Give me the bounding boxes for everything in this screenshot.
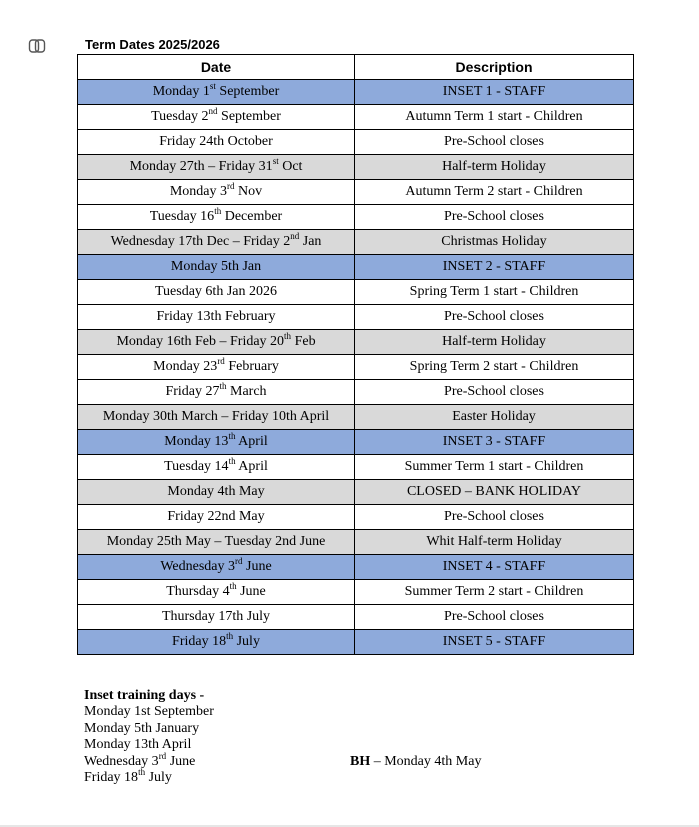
description-cell: Pre-School closes [355,605,634,630]
ordinal-suffix: rd [217,356,225,366]
text-part: Friday 24th October [159,134,273,149]
description-cell: Whit Half-term Holiday [355,530,634,555]
text-part: Monday 25th May – Tuesday 2nd June [106,534,326,549]
text-part: September [217,109,281,124]
date-cell [78,455,355,480]
date-cell [78,205,355,230]
date-cell [78,80,355,105]
table-row [78,580,634,605]
description-cell: Summer Term 2 start - Children [355,580,634,605]
description-cell: INSET 2 - STAFF [355,255,634,280]
table-row [78,230,634,255]
date-cell [78,480,355,505]
inset-training-list [84,704,214,786]
description-cell: Christmas Holiday [355,230,634,255]
ordinal-suffix: nd [290,231,300,241]
table-row [78,155,634,180]
text-part: March [226,384,267,399]
date-cell [78,380,355,405]
text-part: Friday 18 [84,770,139,786]
ordinal-suffix: th [219,381,227,391]
text-part: Monday 27th – Friday 31 [129,159,273,174]
ordinal-suffix: th [284,331,292,341]
date-cell [78,430,355,455]
text-part: Monday 1 [152,84,210,99]
date-cell [78,230,355,255]
document-title: Term Dates 2025/2026 [85,37,220,52]
text-part: Monday 30th March – Friday 10th April [102,409,330,424]
date-cell [78,580,355,605]
table-row [78,355,634,380]
date-cell [78,355,355,380]
text-part: Wednesday 3 [84,753,159,769]
text-part: Feb [291,334,316,349]
date-cell [78,555,355,580]
table-row [78,255,634,280]
table-body [78,80,634,655]
ordinal-suffix: th [228,431,236,441]
text-part: Wednesday 3 [160,559,235,574]
text-part: July [233,634,260,649]
table-row [78,405,634,430]
text-part: April [235,459,268,474]
text-part: Friday 13th February [156,309,276,324]
description-cell: Pre-School closes [355,380,634,405]
date-cell [78,130,355,155]
description-cell: Half-term Holiday [355,330,634,355]
bank-holiday-text: – Monday 4th May [370,754,482,769]
date-cell [78,280,355,305]
ordinal-suffix: th [214,206,222,216]
date-cell [78,105,355,130]
text-part: Monday 1st September [84,704,214,720]
text-part: Friday 22nd May [167,509,265,524]
description-cell: Pre-School closes [355,505,634,530]
text-part: Monday 3 [169,184,228,199]
description-cell: Pre-School closes [355,305,634,330]
text-part: December [221,209,283,224]
inset-training-day [84,721,214,737]
table-row [78,305,634,330]
ordinal-suffix: th [228,456,236,466]
table-row [78,455,634,480]
table-row [78,205,634,230]
description-cell: Spring Term 2 start - Children [355,355,634,380]
description-column-header: Description [355,55,634,80]
bank-holiday-note [350,754,481,770]
text-part: Monday 4th May [167,484,265,499]
text-part: Thursday 17th July [161,609,271,624]
text-part: June [166,753,196,769]
description-cell: Pre-School closes [355,205,634,230]
table-row [78,605,634,630]
ordinal-suffix: rd [227,181,235,191]
date-cell [78,630,355,655]
date-cell [78,330,355,355]
text-part: Monday 5th January [84,720,200,736]
date-cell [78,255,355,280]
description-cell: INSET 5 - STAFF [355,630,634,655]
term-dates-table [77,54,634,655]
text-part: Wednesday 17th Dec – Friday 2 [110,234,291,249]
text-part: Monday 23 [153,359,218,374]
text-part: Tuesday 14 [164,459,229,474]
table-row [78,555,634,580]
table-row [78,130,634,155]
description-cell: CLOSED – BANK HOLIDAY [355,480,634,505]
description-cell: Half-term Holiday [355,155,634,180]
table-row [78,380,634,405]
ordinal-suffix: rd [235,556,243,566]
copilot-icon[interactable] [28,38,46,54]
text-part: June [242,559,272,574]
description-cell: INSET 1 - STAFF [355,80,634,105]
text-part: April [235,434,268,449]
date-cell [78,505,355,530]
table-row [78,480,634,505]
description-cell: Pre-School closes [355,130,634,155]
table-row [78,530,634,555]
date-column-header: Date [78,55,355,80]
inset-training-section [84,688,214,786]
description-cell: INSET 3 - STAFF [355,430,634,455]
inset-training-day [84,704,214,720]
text-part: Friday 27 [165,384,220,399]
date-cell [78,530,355,555]
table-row [78,180,634,205]
description-cell: Autumn Term 2 start - Children [355,180,634,205]
text-part: Tuesday 16 [149,209,215,224]
text-part: Tuesday 2 [151,109,209,124]
bank-holiday-label: BH [350,754,371,769]
text-part: Oct [278,159,303,174]
date-cell [78,305,355,330]
table-row [78,80,634,105]
description-cell: Autumn Term 1 start - Children [355,105,634,130]
description-cell: Easter Holiday [355,405,634,430]
description-cell: Summer Term 1 start - Children [355,455,634,480]
text-part: Monday 16th Feb – Friday 20 [116,334,285,349]
text-part: Monday 13 [164,434,229,449]
text-part: Monday 13th April [84,737,192,753]
text-part: Thursday 4 [166,584,230,599]
ordinal-suffix: rd [158,750,167,761]
table-row [78,105,634,130]
date-cell [78,155,355,180]
text-part: June [236,584,266,599]
inset-training-day [84,737,214,753]
table-row [78,330,634,355]
table-row [78,280,634,305]
text-part: Jan [299,234,322,249]
text-part: September [215,84,280,99]
ordinal-suffix: st [209,81,216,91]
inset-training-heading: Inset training days - [84,688,205,703]
table-row [78,505,634,530]
inset-training-day [84,750,214,770]
date-cell [78,405,355,430]
description-cell: Spring Term 1 start - Children [355,280,634,305]
ordinal-suffix: nd [208,106,218,116]
ordinal-suffix: th [229,581,237,591]
text-part: Tuesday 6th Jan 2026 [155,284,277,299]
ordinal-suffix: st [272,156,279,166]
date-cell [78,605,355,630]
date-cell [78,180,355,205]
text-part: February [224,359,279,374]
text-part: Nov [234,184,263,199]
table-row [78,630,634,655]
text-part: July [145,770,172,786]
text-part: Friday 18 [172,634,227,649]
ordinal-suffix: th [226,631,234,641]
table-header-row [78,55,634,80]
ordinal-suffix: th [138,767,146,778]
text-part: Monday 5th Jan [170,259,262,274]
inset-training-day [84,767,214,786]
description-cell: INSET 4 - STAFF [355,555,634,580]
table-row [78,430,634,455]
